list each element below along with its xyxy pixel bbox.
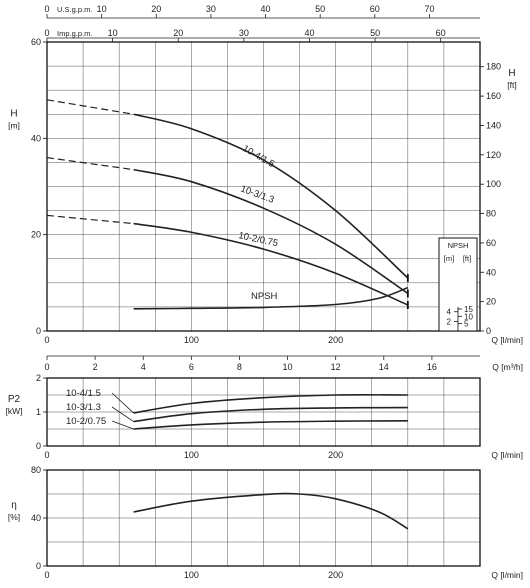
series-10-4-1-5-dashed	[47, 100, 134, 114]
power-x-axis-label: Q [l/min]	[491, 450, 523, 460]
series-10-2-0-75-dashed	[47, 215, 134, 223]
series-efficiency-line	[134, 494, 408, 529]
usgpm-tick-label: 70	[424, 4, 435, 14]
npsh-ft-tick-label: 10	[464, 312, 473, 322]
m3h-tick-label: 6	[188, 362, 194, 372]
efficiency-x-tick-label: 0	[44, 570, 50, 580]
head-x-tick-label: 100	[183, 335, 199, 345]
series-10-2-0-75-label: 10-2/0.75	[237, 230, 279, 250]
power-y-tick-label: 0	[35, 441, 41, 451]
usgpm-tick-label: 10	[96, 4, 107, 14]
impgpm-tick-label: 30	[238, 28, 249, 38]
power-series-10-3-1-3-label: 10-3/1.3	[66, 402, 101, 413]
npsh-m-tick-label: 4	[446, 307, 451, 317]
impgpm-tick-label: 20	[173, 28, 184, 38]
efficiency-x-axis-label: Q [l/min]	[491, 570, 523, 580]
m3h-axis-label: Q [m³/h]	[492, 362, 523, 372]
power-series-10-2-0-75-leader	[112, 421, 134, 429]
m3h-tick-label: 4	[140, 362, 146, 372]
npsh-ft-tick-label: 5	[464, 319, 469, 329]
m3h-tick-label: 0	[44, 362, 50, 372]
series-10-2-0-75-line	[134, 421, 408, 429]
power-series-10-3-1-3-leader	[112, 407, 134, 422]
series-10-4-1-5-label: 10-4/1.5	[240, 143, 277, 171]
power-y-axis-label: P2	[7, 394, 21, 405]
head-x-tick-label: 200	[328, 335, 344, 345]
efficiency-y-tick-label: 0	[35, 561, 41, 571]
head-y-tick-label: 60	[30, 37, 41, 47]
power-series-10-4-1-5-label: 10-4/1.5	[66, 388, 101, 399]
power-x-tick-label: 100	[183, 450, 199, 460]
head-ft-tick-label: 120	[486, 149, 502, 160]
power-series-10-4-1-5-leader	[112, 393, 134, 413]
series-npsh-label: NPSH	[251, 291, 278, 302]
npsh-ft-tick-label: 15	[464, 304, 473, 314]
power-y-tick-label: 2	[35, 373, 41, 383]
head-ft-tick-label: 180	[486, 61, 502, 72]
head-x-tick-label: 0	[44, 335, 50, 345]
impgpm-tick-label: 10	[107, 28, 118, 38]
power-series-10-2-0-75-label: 10-2/0.75	[66, 416, 107, 427]
head-ft-tick-label: 140	[486, 120, 502, 131]
head-ft-tick-label: 0	[486, 326, 492, 336]
npsh-box-unit-ft: [ft]	[462, 254, 472, 263]
head-ft-tick-label: 80	[486, 208, 497, 219]
series-10-3-1-3-dashed	[47, 158, 134, 170]
head-ft-tick-label: 40	[486, 267, 497, 278]
usgpm-tick-label: 60	[369, 4, 380, 14]
power-y-tick-label: 1	[35, 407, 41, 417]
head-y-tick-label: 40	[30, 133, 41, 144]
impgpm-tick-label: 40	[304, 28, 315, 38]
efficiency-y-tick-label: 80	[30, 465, 41, 475]
m3h-tick-label: 8	[236, 362, 242, 372]
usgpm-tick-label: 20	[151, 4, 162, 14]
head-ft-tick-label: 60	[486, 237, 497, 248]
series-10-3-1-3-line	[134, 170, 408, 294]
m3h-tick-label: 10	[282, 362, 293, 372]
m3h-tick-label: 14	[378, 362, 389, 372]
impgpm-tick-label: 0	[44, 28, 50, 38]
power-x-tick-label: 0	[44, 450, 50, 460]
usgpm-tick-label: 30	[205, 4, 216, 14]
head-y-axis-label: H	[10, 108, 18, 120]
series-10-3-1-3-label: 10-3/1.3	[238, 183, 276, 206]
series-10-4-1-5-line	[134, 395, 408, 413]
m3h-tick-label: 2	[92, 362, 98, 372]
m3h-tick-label: 16	[426, 362, 437, 372]
usgpm-tick-label: 40	[260, 4, 271, 14]
efficiency-x-tick-label: 100	[183, 570, 199, 580]
usgpm-tick-label: 0	[44, 4, 50, 14]
efficiency-y-axis-label: η	[11, 500, 17, 511]
m3h-tick-label: 12	[330, 362, 341, 372]
series-10-3-1-3-line	[134, 408, 408, 422]
head-y-axis-unit: [m]	[8, 120, 20, 131]
power-x-tick-label: 200	[328, 450, 344, 460]
head-ft-tick-label: 160	[486, 91, 502, 102]
npsh-box-unit-m: [m]	[443, 254, 455, 263]
usgpm-tick-label: 50	[315, 4, 326, 14]
efficiency-y-tick-label: 40	[30, 513, 41, 523]
impgpm-tick-label: 50	[370, 28, 381, 38]
head-ft-axis-label: H	[508, 68, 516, 79]
head-y-tick-label: 20	[30, 229, 41, 240]
npsh-box-header: NPSH	[447, 241, 469, 250]
head-x-axis-label: Q [l/min]	[491, 335, 523, 345]
power-y-axis-unit: [kW]	[5, 406, 23, 416]
efficiency-y-axis-unit: [%]	[7, 512, 21, 522]
impgpm-axis-label: Imp.g.p.m.	[57, 29, 93, 38]
impgpm-tick-label: 60	[435, 28, 446, 38]
head-ft-tick-label: 100	[486, 179, 502, 190]
npsh-m-tick-label: 2	[446, 317, 451, 327]
head-ft-tick-label: 20	[486, 296, 497, 307]
head-ft-axis-unit: [ft]	[507, 80, 517, 90]
head-y-tick-label: 0	[35, 326, 41, 336]
efficiency-x-tick-label: 200	[328, 570, 344, 580]
usgpm-axis-label: U.S.g.p.m.	[57, 5, 93, 14]
